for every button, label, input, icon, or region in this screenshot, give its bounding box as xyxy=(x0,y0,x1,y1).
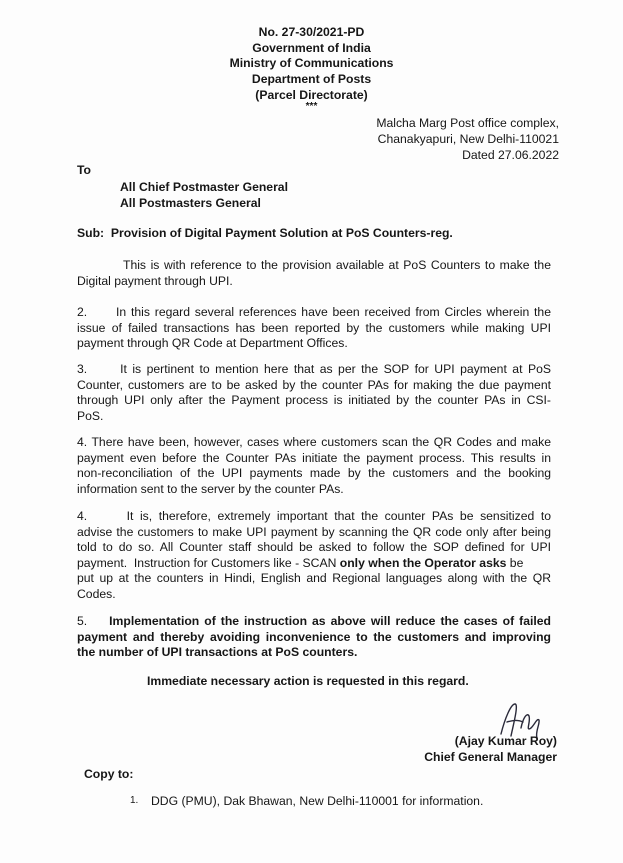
signatory-designation: Chief General Manager xyxy=(424,750,557,764)
p1-line-2: Digital payment through UPI. xyxy=(77,273,233,288)
p5-line-1: 4. It is, therefore, extremely important that the counter PAs be sensitized to xyxy=(77,509,551,523)
subject-label: Sub: xyxy=(77,226,105,240)
signatory-name: (Ajay Kumar Roy) xyxy=(454,734,557,748)
p3-line-2: Counter, customers are to be asked by the counter PAs for making the due payment xyxy=(77,377,551,392)
address-line-2: Chanakyapuri, New Delhi-110021 xyxy=(377,132,559,146)
p5-line-6: Codes. xyxy=(77,586,116,601)
recipient-1: All Chief Postmaster General xyxy=(120,180,288,194)
p6-line-3: the number of UPI transactions at PoS counters. xyxy=(77,645,358,659)
paragraph-3 xyxy=(77,362,551,424)
ministry-name: Ministry of Communications xyxy=(229,56,394,70)
header-stars: *** xyxy=(305,101,318,112)
p4-line-2: payment even before the Counter PAs initiate the payment process. This results in xyxy=(77,450,551,465)
p6-line-1-text: Implementation of the instruction as above will reduce the cases of failed xyxy=(109,614,551,628)
p5-line-3: told to do so. All Counter staff should be asked to follow the SOP defined for UPI xyxy=(77,540,551,554)
p5-line-2: advise the customers to make UPI payment by scanning the QR code only after being xyxy=(77,524,551,539)
p6-line-1 xyxy=(77,614,551,630)
action-line: Immediate necessary action is requested in this regard. xyxy=(147,674,469,688)
paragraph-4 xyxy=(77,435,551,497)
copy-to-label: Copy to: xyxy=(84,767,134,781)
department-name: Department of Posts xyxy=(251,72,372,86)
paragraph-2 xyxy=(77,305,551,352)
copy-item-text: DDG (PMU), Dak Bhawan, New Delhi-110001 for information. xyxy=(151,794,484,808)
p5-line-4-bold: only when the Operator asks xyxy=(339,555,507,570)
p5-line-5: put up at the counters in Hindi, English and Regional languages along with the QR xyxy=(77,571,551,585)
reference-number: No. 27-30/2021-PD xyxy=(258,25,365,39)
address-line-1: Malcha Marg Post office complex, xyxy=(376,116,559,130)
letter-date: Dated 27.06.2022 xyxy=(462,148,559,162)
p3-line-3: through UPI only after the Payment process is initiated by the counter PAs in CSI- xyxy=(77,393,551,407)
directorate-name: (Parcel Directorate) xyxy=(255,88,368,102)
p4-line-4: information sent to the server by the counter PAs. xyxy=(77,481,344,496)
subject-line xyxy=(77,226,453,240)
p2-line-1: 2. In this regard several references have been received from Circles wherein the xyxy=(77,305,551,319)
p4-line-1: 4. There have been, however, cases where customers scan the QR Codes and make xyxy=(77,435,551,449)
p5-line-4 xyxy=(77,556,551,572)
p3-line-4: PoS. xyxy=(77,408,104,423)
to-label: To xyxy=(77,163,91,177)
subject-text: Provision of Digital Payment Solution at PoS Counters-reg. xyxy=(110,226,453,240)
government-name: Government of India xyxy=(252,41,371,55)
p2-line-2: issue of failed transactions has been reported by the customers while making UPI xyxy=(77,320,551,335)
p4-line-3: non-reconciliation of the UPI payments made by the customers and the booking xyxy=(77,466,551,480)
p3-line-1: 3. It is pertinent to mention here that as per the SOP for UPI payment at PoS xyxy=(77,362,551,376)
p2-line-3: payment through QR Code at Department Offices. xyxy=(77,336,348,350)
recipient-2: All Postmasters General xyxy=(120,196,261,210)
p6-number: 5. xyxy=(77,614,88,628)
paragraph-6 xyxy=(77,614,551,661)
p5-line-4-end: be xyxy=(506,555,524,570)
p1-line-1: This is with reference to the provision available at PoS Counters to make the xyxy=(123,258,551,272)
paragraph-1 xyxy=(77,258,551,289)
copy-item-number: 1. xyxy=(130,795,139,806)
paragraph-5 xyxy=(77,509,551,602)
p5-line-4-start: payment. Instruction for Customers like - SCAN xyxy=(77,555,340,570)
p6-line-2: payment and thereby avoiding inconvenience to the customers and improving xyxy=(77,629,551,644)
